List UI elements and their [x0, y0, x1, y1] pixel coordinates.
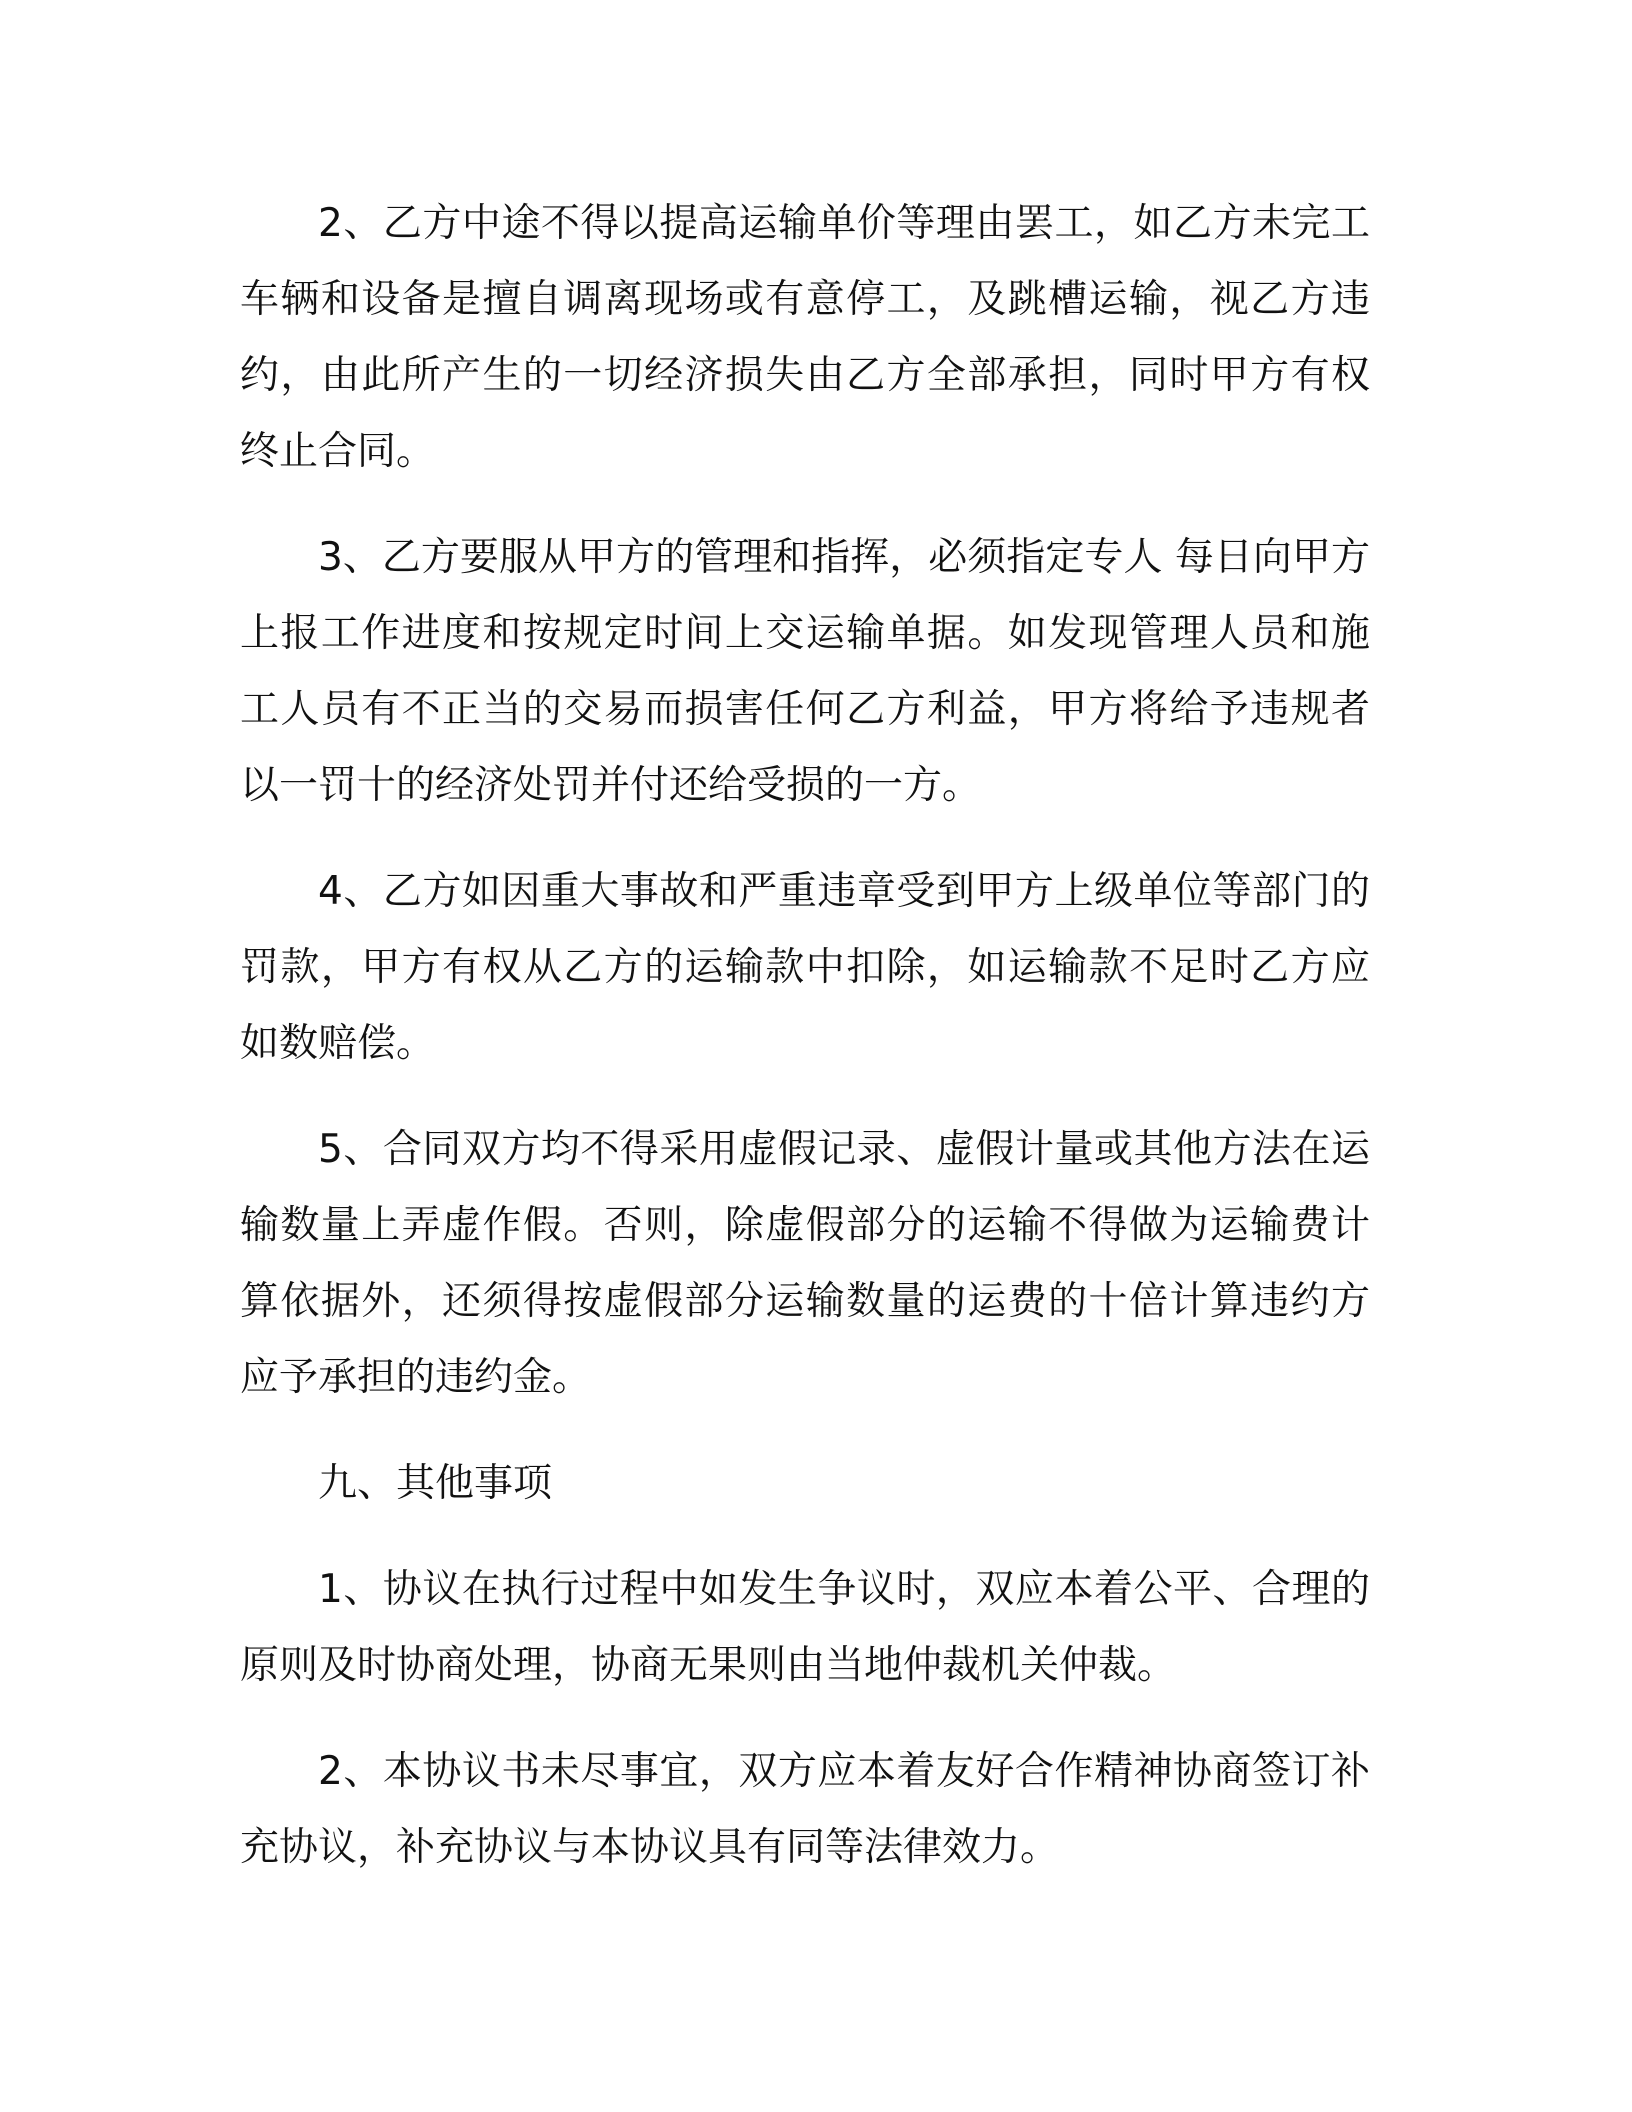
section-heading: 九、其他事项 — [318, 1461, 553, 1506]
document-page — [240, 186, 1370, 1886]
other-matters-clause-2: 2、本协议书未尽事宜，双方应本着友好合作精神协商签订补充协议，补充协议与本协议具有同等法律效力。 — [240, 1749, 1370, 1870]
clause-4-paragraph: 4、乙方如因重大事故和严重违章受到甲方上级单位等部门的罚款，甲方有权从乙方的运输款中扣除，如运输款不足时乙方应如数赔偿。 — [240, 869, 1370, 1066]
clause-5-paragraph: 5、合同双方均不得采用虚假记录、虚假计量或其他方法在运输数量上弄虚作假。否则，除虚假部分的运输不得做为运输费计算依据外，还须得按虚假部分运输数量的运费的十倍计算违约方应予承担的违约金。 — [240, 1127, 1370, 1400]
clause-3-paragraph: 3、乙方要服从甲方的管理和指挥，必须指定专人 每日向甲方上报工作进度和按规定时间上交运输单据。如发现管理人员和施工人员有不正当的交易而损害任何乙方利益，甲方将给予违规者以一罚十的经济处罚并付还给受损的一方。 — [240, 535, 1370, 808]
clause-2-paragraph: 2、乙方中途不得以提高运输单价等理由罢工，如乙方未完工车辆和设备是擅自调离现场或有意停工，及跳槽运输，视乙方违约，由此所产生的一切经济损失由乙方全部承担，同时甲方有权终止合同。 — [240, 201, 1370, 474]
other-matters-clause-1: 1、协议在执行过程中如发生争议时，双应本着公平、合理的原则及时协商处理，协商无果则由当地仲裁机关仲裁。 — [240, 1567, 1370, 1688]
